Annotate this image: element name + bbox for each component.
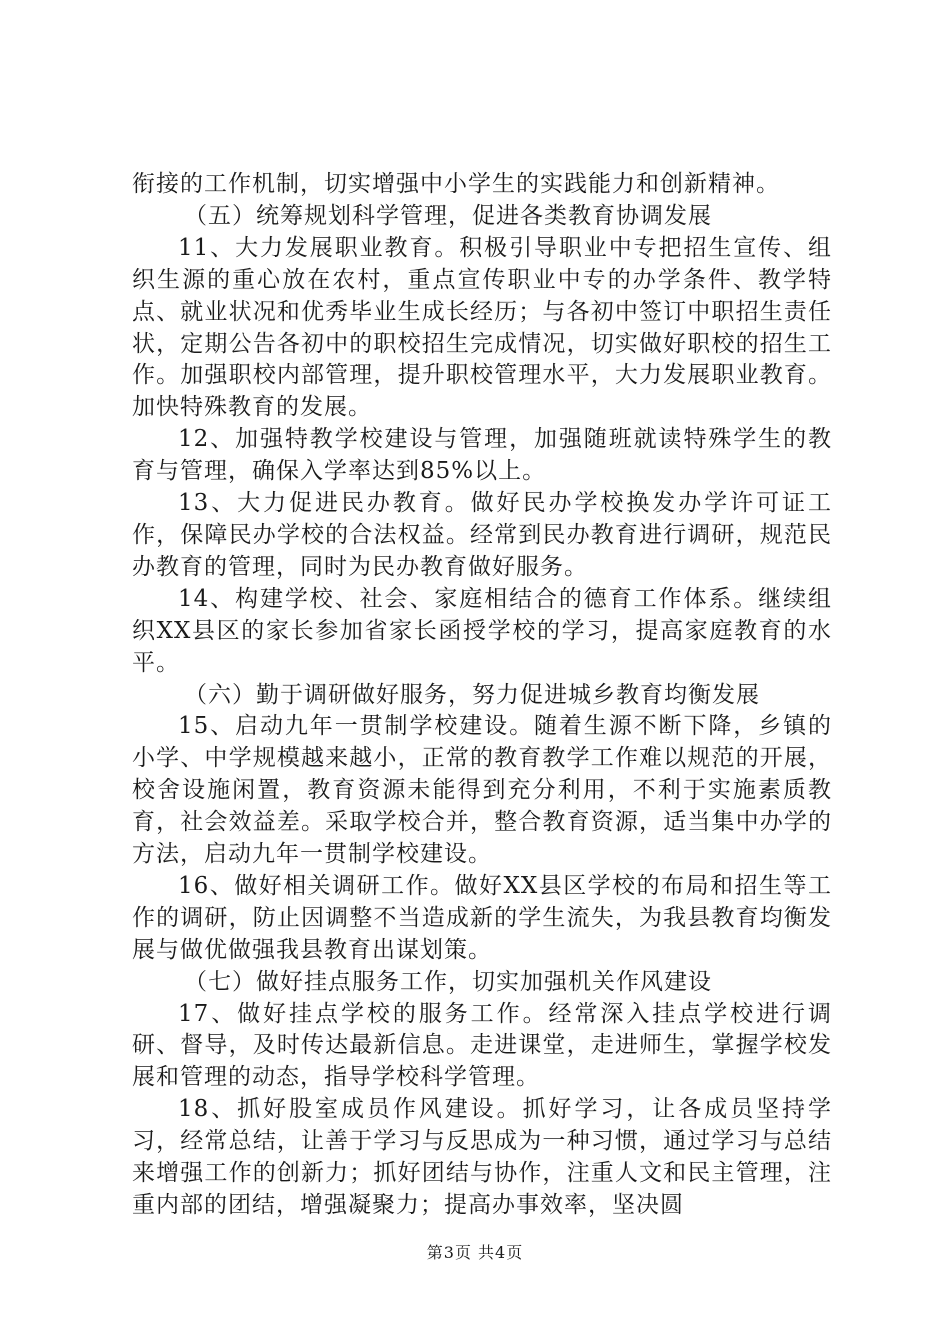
paragraph-item-13: 13、大力促进民办教育。做好民办学校换发办学许可证工作，保障民办学校的合法权益。经常到民办教育进行调研，规范民办教育的管理，同时为民办教育做好服务。: [132, 490, 832, 580]
paragraph-item-16: 16、做好相关调研工作。做好XX县区学校的布局和招生等工作的调研，防止因调整不当造成新的学生流失，为我县教育均衡发展与做优做强我县教育出谋划策。: [132, 872, 832, 963]
paragraph-item-14: 14、构建学校、社会、家庭相结合的德育工作体系。继续组织XX县区的家长参加省家长函授学校的学习，提高家庭教育的水平。: [132, 585, 832, 676]
paragraph-item-18: 18、抓好股室成员作风建设。抓好学习，让各成员坚持学习，经常总结，让善于学习与反思成为一种习惯，通过学习与总结来增强工作的创新力；抓好团结与协作，注重人文和民主管理，注重内部的团结，增强凝聚力；提高办事效率，坚决圆: [132, 1096, 832, 1218]
section-heading-7: （七）做好挂点服务工作，切实加强机关作风建设: [184, 968, 712, 995]
section-heading-6: （六）勤于调研做好服务，努力促进城乡教育均衡发展: [184, 681, 760, 708]
paragraph-item-17: 17、做好挂点学校的服务工作。经常深入挂点学校进行调研、督导，及时传达最新信息。走进课堂，走进师生，掌握学校发展和管理的动态，指导学校科学管理。: [132, 1000, 832, 1091]
paragraph-continuation: 衔接的工作机制，切实增强中小学生的实践能力和创新精神。: [132, 171, 780, 197]
page-number-footer: 第3页 共4页: [426, 1243, 524, 1262]
paragraph-item-15: 15、启动九年一贯制学校建设。随着生源不断下降，乡镇的小学、中学规模越来越小，正常的教育教学工作难以规范的开展，校舍设施闲置，教育资源未能得到充分利用，不利于实施素质教育，社会效益差。采取学校合并，整合教育资源，适当集中办学的方法，启动九年一贯制学校建设。: [132, 713, 832, 868]
paragraph-item-11: 11、大力发展职业教育。积极引导职业中专把招生宣传、组织生源的重心放在农村，重点宣传职业中专的办学条件、教学特点、就业状况和优秀毕业生成长经历；与各初中签订中职招生责任状，定期公告各初中的职校招生完成情况，切实做好职校的招生工作。加强职校内部管理，提升职校管理水平，大力发展职业教育。加快特殊教育的发展。: [132, 234, 832, 421]
document-body: [132, 169, 832, 1222]
paragraph-item-12: 12、加强特教学校建设与管理，加强随班就读特殊学生的教育与管理，确保入学率达到85%以上。: [132, 426, 832, 485]
section-heading-5: （五）统筹规划科学管理，促进各类教育协调发展: [184, 202, 712, 229]
